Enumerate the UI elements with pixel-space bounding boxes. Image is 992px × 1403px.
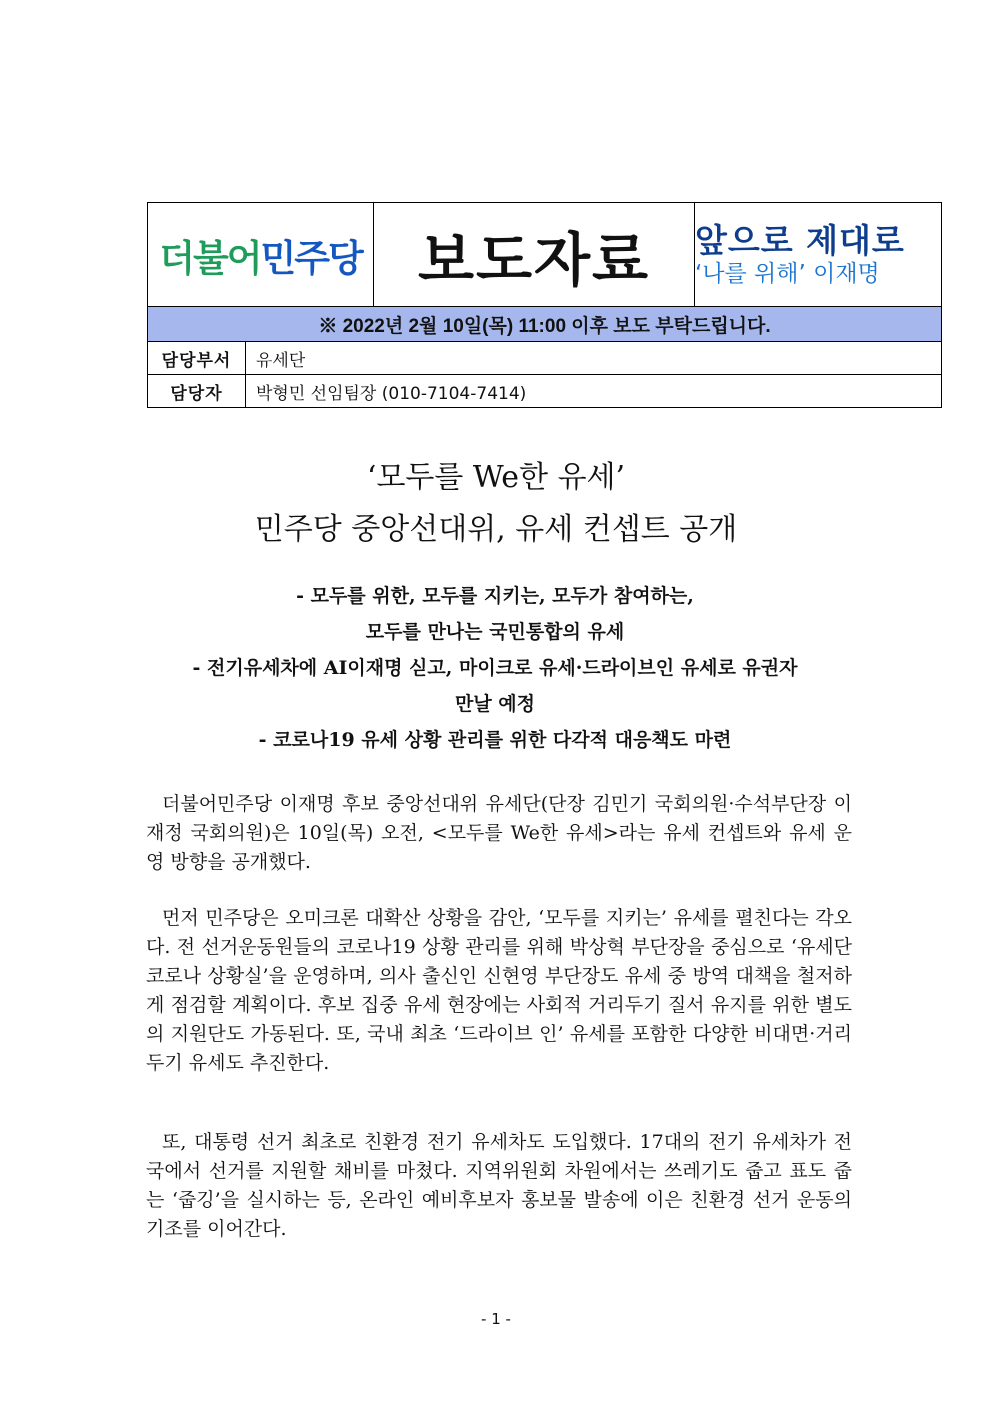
doc-type-title: 보도자료 [417,225,651,294]
headline-line-2: 민주당 중앙선대위, 유세 컨셉트 공개 [254,512,738,547]
contact-person-value: 박형민 선임팀장 (010-7104-7414) [246,375,942,408]
party-logo-left: 더불어 [159,236,261,280]
slogan-sub: ‘나를 위해’ 이재명 [695,260,880,287]
party-logo-right: 민주당 [260,236,362,280]
party-logo [159,237,361,280]
subhead-2: 모두를 만나는 국민통합의 유세 [365,621,625,643]
department-value: 유세단 [246,342,942,375]
subhead-4: 만날 예정 [454,693,536,715]
subheadings [130,578,860,758]
campaign-slogan-cell [695,203,942,307]
body-paragraph-2: 먼저 민주당은 오미크론 대확산 상황을 감안, ‘모두를 지키는’ 유세를 펼친다는 각오다. 전 선거운동원들의 코로나19 상황 관리를 위해 박상혁 부단장을 중심으로 ‘유세단 코로나 상황실’을 운영하며, 의사 출신인 신현영 부단장도 유세 중 방역 대책을 철저하게 점검할 계획이다. 후보 집중 유세 현장에는 사회적 거리두기 질서 유지를 위한 별도의 지원단도 가동된다. 또, 국내 최초 ‘드라이브 인’ 유세를 포함한 다양한 비대면·거리두기 유세도 추진한다. [146,907,852,1074]
body-paragraph-1: 더불어민주당 이재명 후보 중앙선대위 유세단(단장 김민기 국회의원·수석부단장 이재정 국회의원)은 10일(목) 오전, <모두를 We한 유세>라는 유세 컨셉트와 유세 운영 방향을 공개했다. [146,793,852,873]
department-label: 담당부서 [148,342,246,375]
page-number: - 1 - [481,1310,511,1328]
contact-person-label: 담당자 [148,375,246,408]
subhead-5: - 코로나19 유세 상황 관리를 위한 다각적 대응책도 마련 [258,729,732,751]
party-logo-cell [148,203,374,307]
doc-type-cell [374,203,695,307]
headline-line-1: ‘모두를 We한 유세’ [366,460,626,495]
body-paragraph-3: 또, 대통령 선거 최초로 친환경 전기 유세차도 도입했다. 17대의 전기 유세차가 전국에서 선거를 지원할 채비를 마쳤다. 지역위원회 차원에서는 쓰레기도 줍고 표도 줍는 ‘줍깅’을 실시하는 등, 온라인 예비후보자 홍보물 발송에 이은 친환경 선거 운동의 기조를 이어간다. [146,1131,852,1240]
embargo-notice: ※ 2022년 2월 10일(목) 11:00 이후 보도 부탁드립니다. [148,307,942,342]
slogan-main: 앞으로 제대로 [695,220,905,260]
subhead-3: - 전기유세차에 AI이재명 싣고, 마이크로 유세·드라이브인 유세로 유권자 [192,657,798,679]
press-release-header [147,202,942,408]
subhead-1: - 모두를 위한, 모두를 지키는, 모두가 참여하는, [296,585,694,607]
